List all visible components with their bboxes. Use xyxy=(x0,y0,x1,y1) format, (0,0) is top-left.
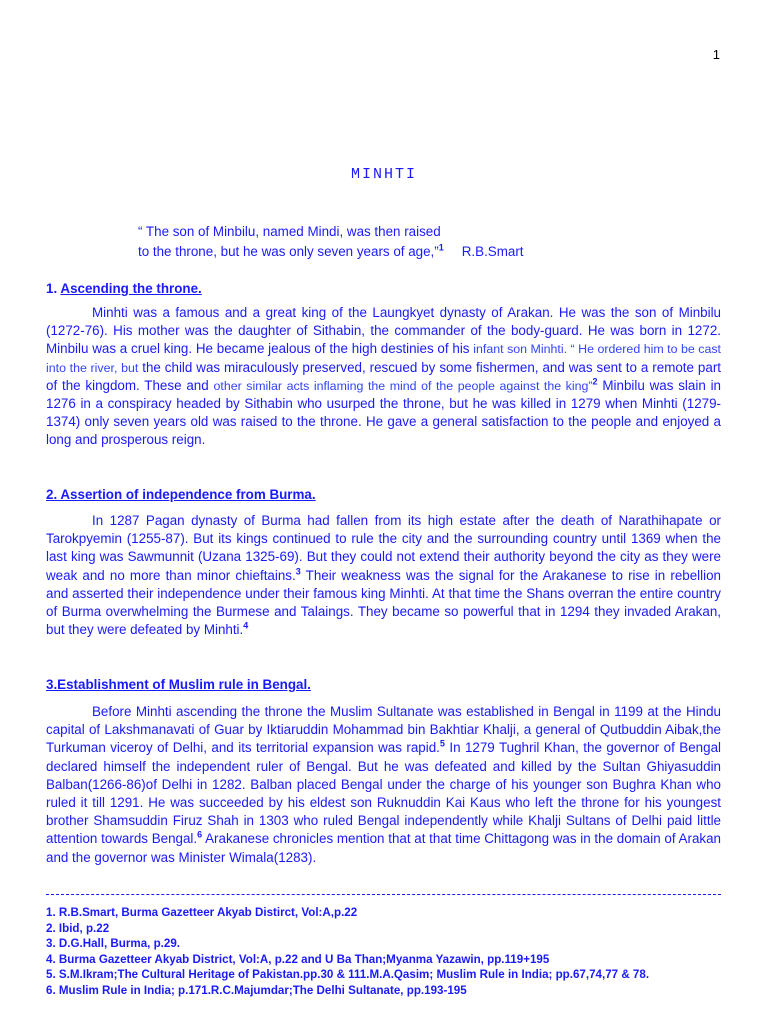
footnote-item: 4. Burma Gazetteer Akyab District, Vol:A, p.22 and U Ba Than;Myanma Yazawin, pp.119+195 xyxy=(46,952,550,966)
paragraph-text: Arakanese chronicles mention that at that time Chittagong was in the domain of Arakan and the governor was Minister Wimala(1283). xyxy=(46,831,721,865)
footnote-item: 6. Muslim Rule in India; p.171.R.C.Majumdar;The Delhi Sultanate, pp.193-195 xyxy=(46,983,467,997)
footnote-divider xyxy=(46,894,721,895)
section-paragraph-bengal xyxy=(46,703,721,867)
page-title: MINHTI xyxy=(350,166,417,183)
footnote-marker: 3 xyxy=(295,566,301,577)
paragraph-text: Before Minhti ascending the throne the Muslim Sultanate was established in Bengal in 1199 at the Hindu capital of Lakshmanavati of Guar by Iktiaruddin Mohammad bin Bakhtiar Khalji, a general of Qutbuddin Aibak,the Turkuman viceroy of Delhi, and its territorial expansion was rapid. xyxy=(46,704,721,756)
epigraph-quote xyxy=(138,222,658,262)
footnotes xyxy=(46,905,726,998)
section-heading-bengal xyxy=(46,677,311,692)
paragraph-text: In 1279 Tughril Khan, the governor of Bengal declared himself the independent ruler of Bengal. But he was defeated and killed by the Sultan Ghiyasuddin Balban(1266-86)of Delhi in 1282. Balban placed Bengal under the charge of his younger son Bughra Khan who ruled it till 1291. He was succeeded by his eldest son Ruknuddin Kai Kaus who left the throne for his youngest brother Shamsuddin Firuz Shah in 1303 who ruled Bengal independently while Khalji Sultans of Delhi paid little attention towards Bengal. xyxy=(46,740,721,847)
footnote-item: 1. R.B.Smart, Burma Gazetteer Akyab Distirct, Vol:A,p.22 xyxy=(46,906,358,919)
inline-quote: other similar acts inflaming the mind of the people against the king” xyxy=(213,378,593,393)
epigraph-line-1: “ The son of Minbilu, named Mindi, was then raised xyxy=(138,224,441,239)
epigraph-author: R.B.Smart xyxy=(461,244,524,259)
epigraph-line-2 xyxy=(138,242,658,262)
footnote-marker: 1 xyxy=(438,242,444,253)
page-number: 1 xyxy=(712,47,720,62)
inline-quote: infant son Minhti. “ He ordered him to be cast into the river, but xyxy=(46,342,721,375)
paragraph-text: Minhti was a famous and a great king of the Laungkyet dynasty of Arakan. He was the son of Minbilu (1272-76). His mother was the daughter of Sithabin, the commander of the body-guard. He was born in 1272. Minbilu was a cruel king. He became jealous of the high destinies of his xyxy=(46,305,721,357)
footnote-marker: 2 xyxy=(592,376,598,387)
section-heading-text: Ascending the throne. xyxy=(60,281,202,296)
footnote-marker: 4 xyxy=(243,620,249,631)
section-heading-text: 3.Establishment of Muslim rule in Bengal. xyxy=(46,677,311,692)
section-paragraph-independence xyxy=(46,512,721,639)
footnote-item: 5. S.M.Ikram;The Cultural Heritage of Pakistan.pp.30 & 111.M.A.Qasim; Muslim Rule in India; pp.67,74,77 & 78. xyxy=(46,968,650,981)
section-heading-ascending xyxy=(46,281,202,296)
section-number: 1. xyxy=(46,281,58,296)
epigraph-line-2-text: to the throne, but he was only seven years of age,” xyxy=(138,244,439,259)
paragraph-text: the child was miraculously preserved, rescued by some fishermen, and was sent to a remote part of the kingdom. These and xyxy=(46,359,721,393)
section-heading-text: 2. Assertion of independence from Burma. xyxy=(46,487,316,502)
paragraph-text: Minbilu was slain in 1276 in a conspiracy headed by Sithabin who usurped the throne, but he was killed in 1279 when Minhti (1279-1374) only seven years old was raised to the throne. He gave a general satisfaction to the people and enjoyed a long and prosperous reign. xyxy=(46,377,721,448)
section-paragraph-ascending xyxy=(46,304,721,450)
section-heading-independence xyxy=(46,487,316,502)
footnote-marker: 6 xyxy=(197,829,203,840)
footnote-marker: 5 xyxy=(439,738,445,749)
footnote-item: 2. Ibid, p.22 xyxy=(46,921,110,935)
paragraph-text: In 1287 Pagan dynasty of Burma had fallen from its high estate after the death of Narathihapate or Tarokpyemin (1255-87). But its kings continued to rule the city and the surrounding country until 1369 when the last king was Sawmunnit (Uzana 1325-69). But they could not extend their authority beyond the city as they were weak and no more than minor chieftains. xyxy=(46,513,721,583)
footnote-item: 3. D.G.Hall, Burma, p.29. xyxy=(46,937,181,950)
paragraph-text: Their weakness was the signal for the Arakanese to rise in rebellion and asserted their independence under their famous king Minhti. At that time the Shans overran the entire country of Burma overwhelming the Burmese and Talaings. They became so powerful that in 1294 they invaded Arakan, but they were defeated by Minhti. xyxy=(46,567,721,638)
